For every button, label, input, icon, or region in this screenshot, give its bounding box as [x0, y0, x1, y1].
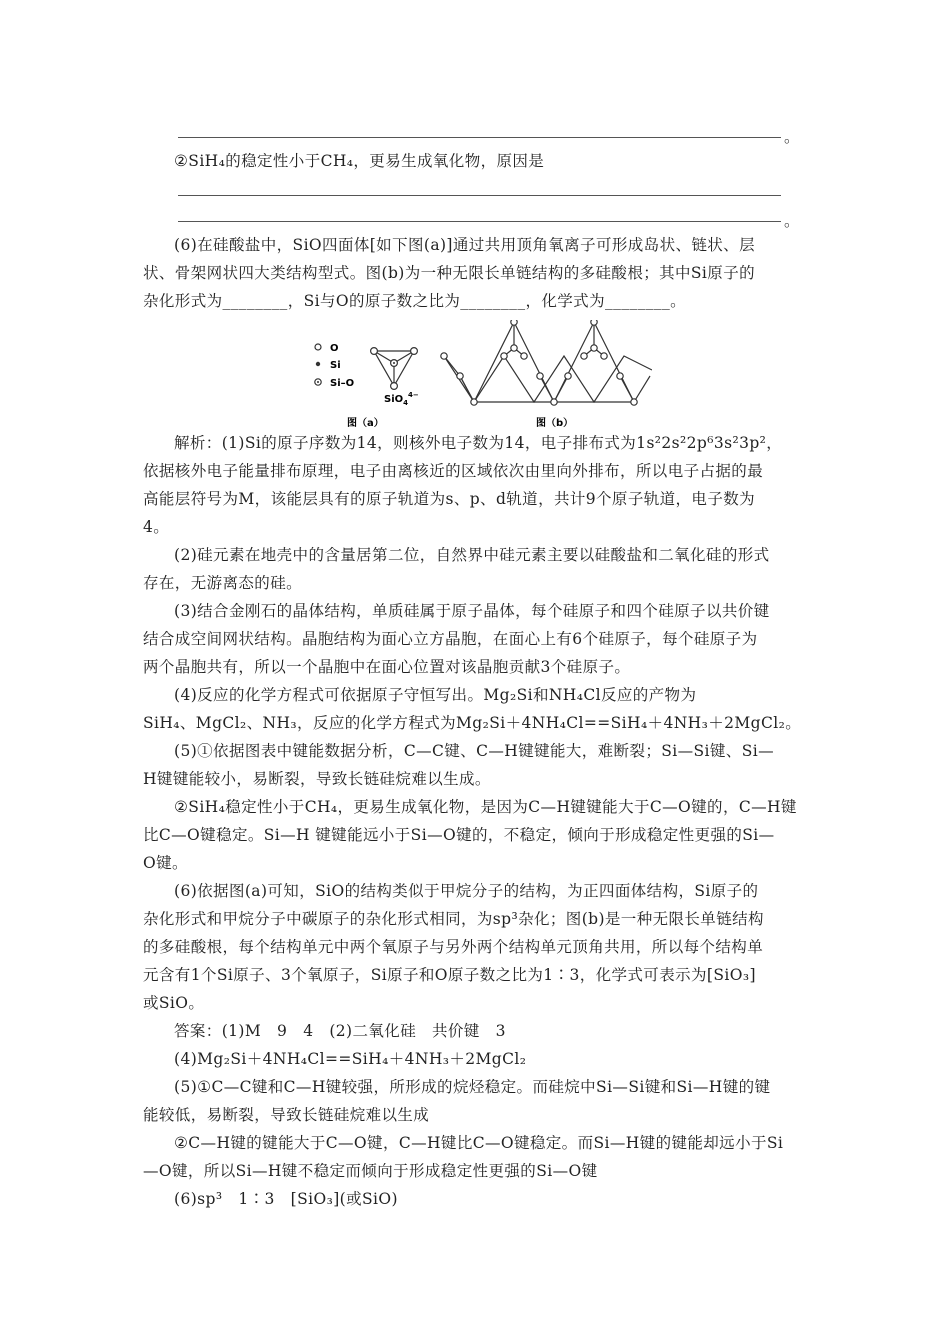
- analysis-line: 元含有1个Si原子、3个氧原子，Si原子和O原子数之比为1∶3，化学式可表示为[SiO₃]: [143, 966, 756, 984]
- answer-blank-line[interactable]: [178, 221, 781, 222]
- figure-a-caption: 图（a）: [347, 418, 384, 429]
- analysis-line: 的多硅酸根，每个结构单元中两个氧原子与另外两个结构单元顶角共用，所以每个结构单: [143, 938, 764, 956]
- answer-line: (6)sp³ 1∶3 [SiO₃](或SiO): [174, 1190, 398, 1208]
- question-5-2-prompt: ②SiH₄的稳定性小于CH₄，更易生成氧化物，原因是: [174, 152, 545, 170]
- analysis-line: 杂化形式和甲烷分子中碳原子的杂化形式相同，为sp³杂化；图(b)是一种无限长单链结构: [143, 910, 764, 928]
- answer-line: ②C—H键的键能大于C—O键，C—H键比C—O键稳定。而Si—H键的键能却远小于Si: [174, 1134, 784, 1152]
- analysis-line: ②SiH₄稳定性小于CH₄，更易生成氧化物，是因为C—H键键能大于C—O键的，C—H键: [174, 798, 797, 816]
- analysis-line: 依据核外电子能量排布原理，电子由离核近的区域依次由里向外排布，所以电子占据的最: [143, 462, 764, 480]
- legend-si-symbol: [316, 362, 319, 365]
- analysis-line: (4)反应的化学方程式可依据原子守恒写出。Mg₂Si和NH₄Cl反应的产物为: [174, 686, 697, 704]
- analysis-line: 结合成空间网状结构。晶胞结构为面心立方晶胞，在面心上有6个硅原子，每个硅原子为: [143, 630, 758, 648]
- answer-line: —O键，所以Si—H键不稳定而倾向于形成稳定性更强的Si—O键: [143, 1162, 598, 1180]
- figure-b-caption: 图（b）: [536, 418, 574, 429]
- answer-line: (4)Mg₂Si＋4NH₄Cl==SiH₄＋4NH₃＋2MgCl₂: [174, 1050, 527, 1068]
- analysis-line: (6)依据图(a)可知，SiO的结构类似于甲烷分子的结构，为正四面体结构，Si原子的: [174, 882, 759, 900]
- legend-o-symbol: [315, 344, 321, 350]
- answer-blank-line[interactable]: [178, 195, 781, 196]
- figure-a-tetrahedron: [371, 348, 418, 390]
- analysis-line: 两个晶胞共有，所以一个晶胞中在面心位置对该晶胞贡献3个硅原子。: [143, 658, 631, 676]
- analysis-line: O键。: [143, 854, 188, 872]
- analysis-line: 或SiO。: [143, 994, 205, 1012]
- question-6-line: 杂化形式为________，Si与O的原子数之比为________，化学式为________。: [143, 292, 687, 310]
- analysis-line: 4。: [143, 518, 170, 536]
- question-6-line: (6)在硅酸盐中，SiO四面体[如下图(a)]通过共用顶角氧离子可形成岛状、链状、层: [174, 236, 755, 254]
- blank-end-period: 。: [784, 212, 800, 230]
- analysis-line: (2)硅元素在地壳中的含量居第二位，自然界中硅元素主要以硅酸盐和二氧化硅的形式: [174, 546, 770, 564]
- analysis-line: 比C—O键稳定。Si—H 键键能远小于Si—O键的，不稳定，倾向于形成稳定性更强的Si—: [143, 826, 775, 844]
- answer-line: 能较低，易断裂，导致长链硅烷难以生成: [143, 1106, 430, 1124]
- analysis-line: (3)结合金刚石的晶体结构，单质硅属于原子晶体，每个硅原子和四个硅原子以共价键: [174, 602, 770, 620]
- answer-line: (5)①C—C键和C—H键较强，所形成的烷烃稳定。而硅烷中Si—Si键和Si—H键的键: [174, 1078, 771, 1096]
- blank-end-period: 。: [784, 128, 800, 146]
- figure-b-chain: [441, 320, 652, 405]
- silicate-diagram: [312, 320, 652, 430]
- analysis-line: 解析：(1)Si的原子序数为14，则核外电子数为14，电子排布式为1s²2s²2p⁶3s²3p²，: [174, 434, 783, 452]
- answer-line: 答案：(1)M 9 4 (2)二氧化硅 共价键 3: [174, 1022, 506, 1040]
- analysis-line: 存在，无游离态的硅。: [143, 574, 303, 592]
- sio4-ion-label: SiO$_4^{4-}$: [384, 391, 419, 407]
- legend-si-label: Si: [330, 360, 341, 371]
- legend-o-label: O: [330, 343, 339, 354]
- analysis-line: H键键能较小，易断裂，导致长链硅烷难以生成。: [143, 770, 491, 788]
- answer-blank-line[interactable]: [178, 137, 781, 138]
- analysis-line: 高能层符号为M，该能层具有的原子轨道为s、p、d轨道，共计9个原子轨道，电子数为: [143, 490, 756, 508]
- question-6-line: 状、骨架网状四大类结构型式。图(b)为一种无限长单链结构的多硅酸根；其中Si原子的: [143, 264, 755, 282]
- analysis-line: SiH₄、MgCl₂、NH₃，反应的化学方程式为Mg₂Si＋4NH₄Cl==SiH₄＋4NH₃＋2MgCl₂。: [143, 714, 802, 732]
- silicate-structure-figure: [312, 320, 652, 430]
- legend-sio-label: Si–O: [330, 378, 355, 389]
- analysis-line: (5)①依据图表中键能数据分析，C—C键、C—H键键能大，难断裂；Si—Si键、Si—: [174, 742, 774, 760]
